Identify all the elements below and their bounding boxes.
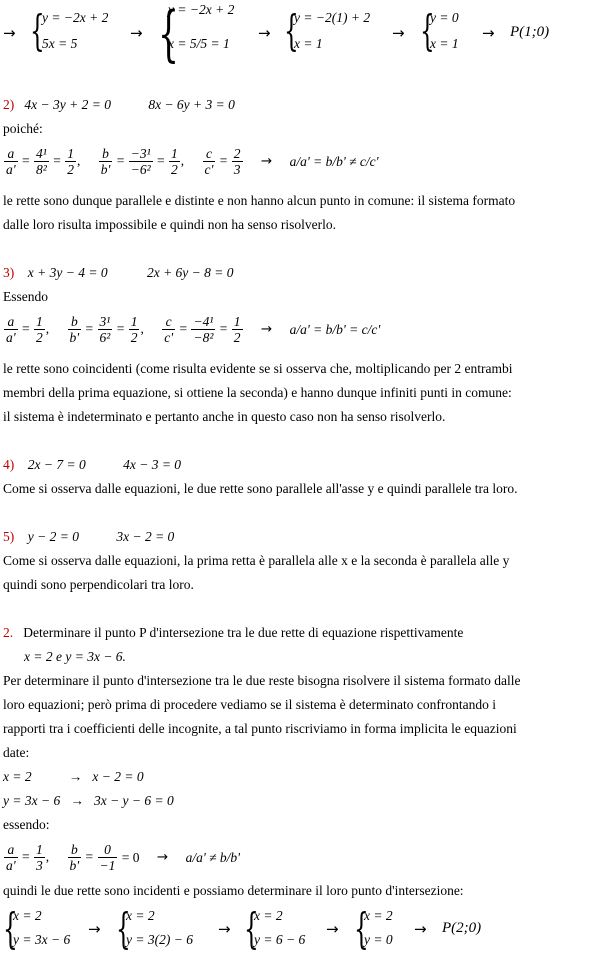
case-2-equations: 2) 4x − 3y + 2 = 0 8x − 6y + 3 = 0 <box>3 97 235 112</box>
exercise-2-p3: rapporti tra i coefficienti delle incognite, a tal punto riscriviamo in forma implicita le equazioni <box>3 721 517 736</box>
exercise-2-ratios: $\frac{a}{a'}$ = $\frac{1}{3}$ , $\frac{b}{b'}$ = $\frac{0}{-1}$ = 0 → a/a' ≠ b/b' <box>6 842 241 874</box>
case-5-text-2: quindi sono perpendicolari tra loro. <box>3 577 194 592</box>
case-2-text-2: dalle loro risulta impossibile e quindi non ha senso risolverlo. <box>3 217 336 232</box>
case-number: 2) <box>3 97 15 112</box>
arrow-icon: → <box>218 920 231 938</box>
case-number: 4) <box>3 457 15 472</box>
case-number: 5) <box>3 529 15 544</box>
exercise-2-essendo: essendo: <box>3 817 50 832</box>
case-2-text-1: le rette sono dunque parallele e distinte e non hanno alcun punto in comune: il sistema formato <box>3 193 516 208</box>
exercise-2-p2: loro equazioni; però prima di procedere vediamo se il sistema è determinato confrontando i <box>3 697 496 712</box>
case-4-text: Come si osserva dalle equazioni, le due rette sono parallele all'asse y e quindi parallele tra loro. <box>3 481 518 496</box>
point-result: P(1;0) <box>510 24 550 40</box>
case-3-text-2: membri della prima equazione, si ottiene la seconda) e hanno dunque infiniti punti in comune: <box>3 385 512 400</box>
case-3-ratios: $\frac{a}{a'}$ = $\frac{1}{2}$ , $\frac{b}{b'}$ = $\frac{\text{3¹}}{\text{6²}}$ = $\frac{1}{2}$ , $\frac{c}{c'}$ = $\frac{\text{−4¹}}{\text{−8²}}$ = $\frac{1}{2}$ → a/a' = b/b' = c/c' <box>6 314 381 346</box>
exercise-2-p1: Per determinare il punto d'intersezione tra le due reste bisogna risolvere il sistema formato dalle <box>3 673 521 688</box>
arrow-icon: → <box>3 24 16 42</box>
exercise-2-title: 2. Determinare il punto P d'intersezione tra le due rette di equazione rispettivamente <box>3 625 464 640</box>
case-3-text-3: il sistema è indeterminato e pertanto anche in questo caso non ha senso risolverlo. <box>3 409 446 424</box>
arrow-icon: → <box>392 24 405 42</box>
arrow-icon: → <box>326 920 339 938</box>
case-3-intro: Essendo <box>3 289 48 304</box>
arrow-icon: → <box>482 24 495 42</box>
case-2-intro: poiché: <box>3 121 43 136</box>
case-3-text-1: le rette sono coincidenti (come risulta evidente se si osserva che, moltiplicando per 2 entrambi <box>3 361 513 376</box>
exercise-2-p4: date: <box>3 745 30 760</box>
exercise-2-equations: x = 2 e y = 3x − 6. <box>24 649 126 664</box>
point-result: P(2;0) <box>442 920 482 936</box>
exercise-number: 2. <box>3 625 14 640</box>
case-5-text-1: Come si osserva dalle equazioni, la prima retta è parallela alle x e la seconda è parallela alle y <box>3 553 510 568</box>
case-5-equations: 5) y − 2 = 0 3x − 2 = 0 <box>3 529 175 544</box>
exercise-2-implicit-1: x = 2 → x − 2 = 0 <box>3 769 144 784</box>
arrow-icon: → <box>88 920 101 938</box>
exercise-2-implicit-2: y = 3x − 6 → 3x − y − 6 = 0 <box>3 793 174 808</box>
arrow-icon: → <box>258 24 271 42</box>
arrow-icon: → <box>414 920 427 938</box>
case-number: 3) <box>3 265 15 280</box>
arrow-icon: → <box>130 24 143 42</box>
case-4-equations: 4) 2x − 7 = 0 4x − 3 = 0 <box>3 457 182 472</box>
case-2-ratios: $\frac{a}{a'}$ = $\frac{\text{4¹}}{\text{8²}}$ = $\frac{1}{2}$ , $\frac{b}{b'}$ = $\frac{\text{−3¹}}{\text{−6²}}$ = $\frac{1}{2}$ , $\frac{c}{c'}$ = $\frac{2}{3}$ → a/a' = b/b' ≠ c/c' <box>6 146 379 178</box>
exercise-2-p5: quindi le due rette sono incidenti e possiamo determinare il loro punto d'intersezione: <box>3 883 464 898</box>
case-3-equations: 3) x + 3y − 4 = 0 2x + 6y − 8 = 0 <box>3 265 234 280</box>
